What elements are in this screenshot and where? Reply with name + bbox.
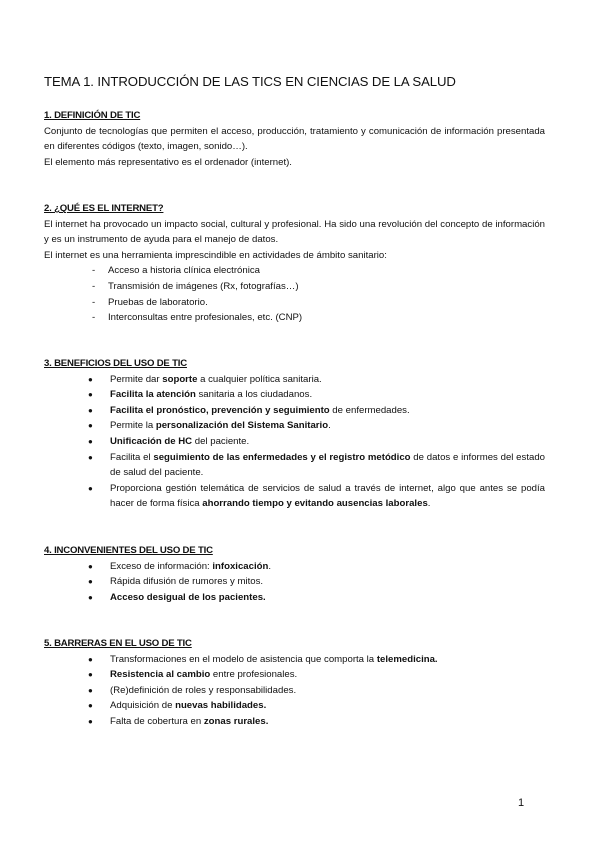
bullet-marker: ● [88, 577, 93, 587]
section-heading: 2. ¿QUÉ ES EL INTERNET? [44, 203, 164, 214]
list-item: ● Adquisición de nuevas habilidades. [44, 698, 545, 714]
bullet-list [44, 652, 545, 730]
bullet-marker: ● [88, 592, 93, 602]
paragraph: El internet ha provocado un impacto social, cultural y profesional. Ha sido una revolución del concepto de información y es un instrumento de ayuda para el manejo de datos. [44, 218, 545, 246]
paragraph: El internet es una herramienta imprescindible en actividades de ámbito sanitario: [44, 249, 387, 261]
list-item: ● Unificación de HC del paciente. [44, 434, 545, 450]
bullet-marker: ● [88, 405, 93, 415]
section-internet [44, 201, 545, 326]
section-barreras [44, 636, 545, 730]
list-item-text: Pruebas de laboratorio. [108, 296, 208, 308]
section-heading: 3. BENEFICIOS DEL USO DE TIC [44, 358, 187, 369]
list-item-text: Acceso a historia clínica electrónica [108, 265, 260, 277]
bullet-marker: ● [88, 716, 93, 726]
dash-marker: - [92, 280, 96, 292]
list-item: ● Proporciona gestión telemática de servicios de salud a través de internet, algo que antes se podía hacer de forma física ahorrando tiempo y evitando ausencias laborales. [88, 482, 545, 510]
list-item: ● Exceso de información: infoxicación. [44, 559, 545, 575]
section-inconvenientes [44, 543, 545, 605]
list-item: ● Resistencia al cambio entre profesionales. [44, 667, 545, 683]
bullet-marker: ● [88, 670, 93, 680]
bullet-marker: ● [88, 452, 93, 462]
bullet-list [44, 559, 545, 606]
dash-marker: - [92, 312, 96, 324]
list-item [44, 295, 545, 311]
list-item-text: Transmisión de imágenes (Rx, fotografías…) [108, 280, 299, 292]
bullet-marker: ● [88, 685, 93, 695]
document-title: TEMA 1. INTRODUCCIÓN DE LAS TICS EN CIENCIAS DE LA SALUD [44, 74, 456, 89]
bullet-marker: ● [88, 374, 93, 384]
list-item: ● (Re)definición de roles y responsabilidades. [44, 683, 545, 699]
bullet-marker: ● [88, 561, 93, 571]
paragraph: Conjunto de tecnologías que permiten el acceso, producción, tratamiento y comunicación de información presentada en diferentes códigos (texto, imagen, sonido…). [44, 125, 545, 153]
list-item-text: Interconsultas entre profesionales, etc. (CNP) [108, 312, 303, 324]
list-item: ● Falta de cobertura en zonas rurales. [44, 714, 545, 730]
list-item: ● Facilita la atención sanitaria a los ciudadanos. [44, 387, 545, 403]
bullet-marker: ● [88, 421, 93, 431]
bullet-marker: ● [88, 701, 93, 711]
dash-marker: - [92, 296, 96, 308]
section-heading: 1. DEFINICIÓN DE TIC [44, 110, 141, 121]
list-item: ● Rápida difusión de rumores y mitos. [44, 574, 545, 590]
section-heading: 4. INCONVENIENTES DEL USO DE TIC [44, 545, 213, 556]
list-item [44, 310, 545, 326]
paragraph: El elemento más representativo es el ordenador (internet). [44, 156, 292, 168]
list-item: ● Permite dar soporte a cualquier política sanitaria. [44, 372, 545, 388]
dash-marker: - [92, 265, 96, 277]
dash-list [44, 263, 545, 325]
bullet-list [44, 372, 545, 512]
bullet-marker: ● [88, 436, 93, 446]
list-item [44, 263, 545, 279]
bullet-marker: ● [88, 483, 93, 493]
list-item: ● Facilita el pronóstico, prevención y seguimiento de enfermedades. [44, 403, 545, 419]
section-definicion [44, 108, 545, 170]
bullet-marker: ● [88, 654, 93, 664]
bullet-marker: ● [88, 390, 93, 400]
list-item: ● Acceso desigual de los pacientes. [44, 590, 545, 606]
section-beneficios [44, 356, 545, 512]
section-heading: 5. BARRERAS EN EL USO DE TIC [44, 638, 192, 649]
list-item: ● Facilita el seguimiento de las enfermedades y el registro metódico de datos e informes del estado de salud del paciente. [88, 451, 545, 479]
page-number: 1 [518, 797, 525, 809]
list-item: ● Permite la personalización del Sistema Sanitario. [44, 418, 545, 434]
list-item: ● Transformaciones en el modelo de asistencia que comporta la telemedicina. [44, 652, 545, 668]
list-item [44, 279, 545, 295]
